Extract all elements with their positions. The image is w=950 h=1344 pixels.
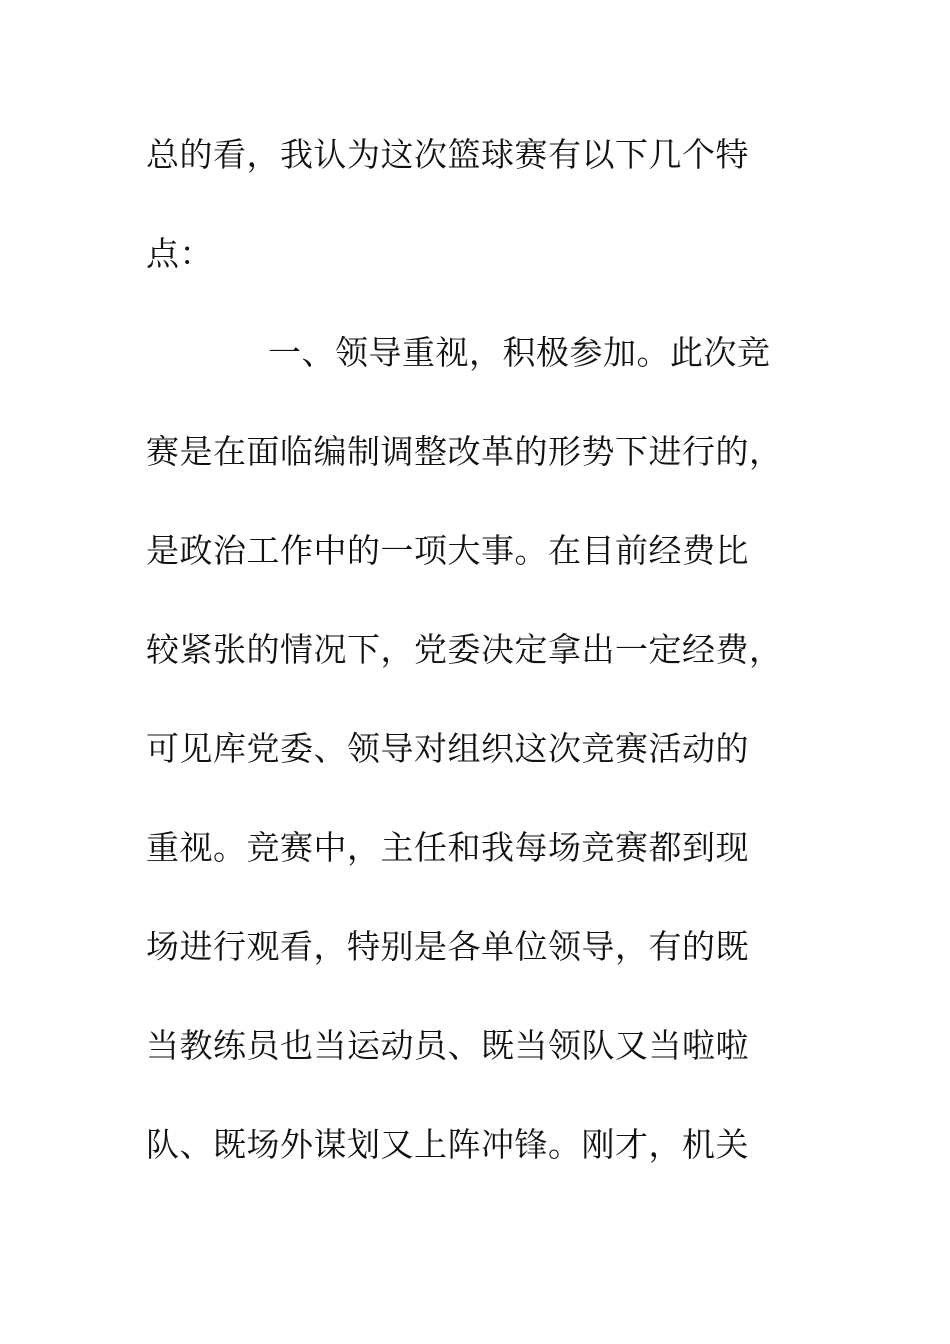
- text-line-11: 队、既场外谋划又上阵冲锋。刚才，机关: [146, 1125, 749, 1164]
- paragraph-heading-line: 一、领导重视，积极参加。此次竞: [268, 333, 771, 372]
- text-line-10: 当教练员也当运动员、既当领队又当啦啦: [146, 1026, 749, 1065]
- text-line-7: 可见库党委、领导对组织这次竞赛活动的: [146, 729, 749, 768]
- text-line-4: 赛是在面临编制调整改革的形势下进行的，: [146, 432, 783, 471]
- text-line-1: 总的看，我认为这次篮球赛有以下几个特: [146, 135, 749, 174]
- text-line-6: 较紧张的情况下，党委决定拿出一定经费，: [146, 630, 783, 669]
- text-line-5: 是政治工作中的一项大事。在目前经费比: [146, 531, 749, 570]
- text-line-9: 场进行观看，特别是各单位领导，有的既: [146, 927, 749, 966]
- text-line-8: 重视。竞赛中，主任和我每场竞赛都到现: [146, 828, 749, 867]
- text-line-2: 点：: [146, 234, 213, 273]
